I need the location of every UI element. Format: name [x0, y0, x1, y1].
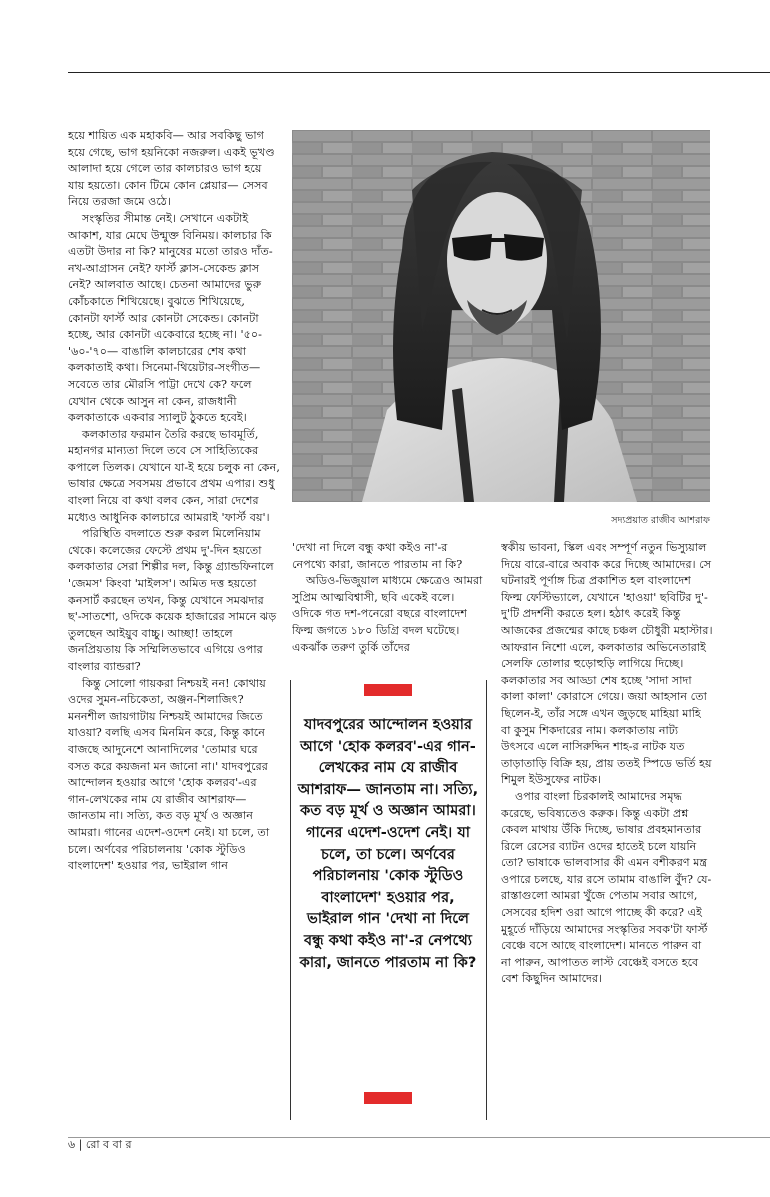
paragraph: পরিস্থিতি বদলাতে শুরু করল মিলেনিয়াম থেকে। কলেজের ফেস্টে প্রথম দু'-দিন হয়তো কলকাতার সেরা শিল্পীর দল, কিন্তু গ্র্যান্ডফিনালে 'জেমস' কিংবা 'মাইলস'। অমিত দত্ত হয়তো কনসার্ট করছেন তখন, কিন্তু যেখানে সমঝদার ছ'-সাতশো, ওদিকে কয়েক হাজারের সামনে ঝড় তুলছেন আইয়ুব বাচ্চু। আচ্ছা! তাহলে জনপ্রিয়তায় কি সম্মিলিতভাবে এগিয়ে ওপার বাংলার ব্যান্ডরা? [68, 527, 277, 673]
column-divider [290, 680, 291, 1120]
paragraph: হয়ে শায়িত এক মহাকবি— আর সবকিছু ভাগ হয়ে গেছে, ভাগ হয়নিকো নজরুল। একই ভূখণ্ড আলাদা হয়ে গেলে তার কালচারও ভাগ হয়ে যায় হয়তো। কোন টিমে কোন প্লেয়ার— সেসব নিয়ে তরজা জমে ওঠে। [68, 129, 275, 209]
paragraph: কলকাতার ফরমান তৈরি করছে ভাবমূর্তি, মহানগর মান্যতা দিলে তবে সে সাহিত্যিকের কপালে তিলক। যেখানে যা-ই হয়ে চলুক না কেন, ভাষার ক্ষেত্রে সবসময় প্রভাবে প্রথম এপার। শুধু বাংলা নিয়ে বা কথা বলব কেন, সারা দেশের মধ্যেও আধুনিক কালচারে আমরাই 'ফার্স্ট বয়'। [68, 427, 280, 524]
column-divider [486, 680, 487, 1120]
portrait-photo [292, 130, 710, 502]
pull-quote-accent-bottom [364, 1092, 412, 1104]
footer-rule [68, 1137, 770, 1138]
top-rule [68, 72, 770, 73]
paragraph: ওপার বাংলা চিরকালই আমাদের সমৃদ্ধ করেছে, ভবিষ্যতেও করুক। কিন্তু একটা প্রশ্ন কেবল মাথায় উঁকি দিচ্ছে, ভাষার প্রবহমানতার রিলে রেসের ব্যাটন ওদের হাতেই চলে যায়নি তো? ভাষাকে ভালবাসার কী এমন বশীকরণ মন্ত্র ওপারে চলছে, যার রসে তামাম বাঙালি বুঁদ? যে-রাস্তাগুলো আমরা খুঁজে পেতাম সবার আগে, সেসবের হদিশ ওরা আগে পাচ্ছে কী করে? এই মুহূর্তে দাঁড়িয়ে আমাদের সংস্কৃতির সবক'টা ফার্স্ট বেঞ্চে বসে আছে বাংলাদেশ। মানতে পারুন বা না পারুন, আপাতত লাস্ট বেঞ্চেই বসতে হবে বেশ কিছুদিন আমাদের। [501, 789, 712, 986]
pull-quote [292, 680, 484, 1120]
paragraph: সংস্কৃতির সীমান্ত নেই। সেখানে একটাই আকাশ, যার মেঘে উন্মুক্ত বিনিময়। কালচার কি এতটা উদার না কি? মানুষের মতো তারও দাঁত-নখ-আগ্রাসন নেই? ফার্স্ট ক্লাস-সেকেন্ড ক্লাস নেই? আলবাত আছে। চেতনা আমাদের ভুরু কোঁচকাতে শিখিয়েছে। বুঝতে শিখিয়েছে, কোনটা ফার্স্ট আর কোনটা সেকেন্ড। কোনটা হচ্ছে, আর কোনটা একেবারে হচ্ছে না। '৫০-'৬০-'৭০— বাঙালি কালচারের শেষ কথা কলকাতাই কথা। সিনেমা-থিয়েটার-সংগীত— সবেতে তার মৌরসি পাট্টা দেখে কে? ফলে যেখান থেকে আসুন না কেন, রাজধানী কলকাতাকে একবার স্যালুট ঠুকতে হবেই। [68, 211, 273, 425]
paragraph: 'দেখা না দিলে বন্ধু কথা কইও না'-র নেপথ্যে কারা, জানতে পারতাম না কি? [292, 541, 463, 571]
pull-quote-text: যাদবপুরের আন্দোলন হওয়ার আগে 'হোক কলরব'-এর গান-লেখকের নাম যে রাজীব আশরাফ— জানতাম না। সত্যি, কত বড় মূর্খ ও অজ্ঞান আমরা। গানের এদেশ-ওদেশ নেই। যা চলে, তা চলে। অর্ণবের পরিচালনায় 'কোক স্টুডিও বাংলাদেশ' হওয়ার পর, ভাইরাল গান 'দেখা না দিলে বন্ধু কথা কইও না'-র নেপথ্যে কারা, জানতে পারতাম না কি? [297, 716, 479, 971]
paragraph: কিন্তু সোলো গায়করা নিশ্চয়ই নন! কোথায় ওদের সুমন-নচিকেতা, অঞ্জন-শিলাজিৎ? মননশীল জায়গাটায় নিশ্চয়ই আমাদের জিতে যাওয়া? বলছি এসব মিনমিন করে, কিন্তু কানে বাজছে আদুনেশে আনাদিলের 'তোমার ঘরে বসত করে কয়জনা মন জানো না।' যাদবপুরের আন্দোলন হওয়ার আগে 'হোক কলরব'-এর গান-লেখকের নাম যে রাজীব আশরাফ— জানতাম না। সত্যি, কত বড় মূর্খ ও অজ্ঞান আমরা। গানের এদেশ-ওদেশ নেই। যা চলে, তা চলে। অর্ণবের পরিচালনায় 'কোক স্টুডিও বাংলাদেশ' হওয়ার পর, ভাইরাল গান [68, 676, 270, 873]
photo-caption: সদ্যপ্রয়াত রাজীব আশরাফ [611, 515, 710, 526]
article-column-2 [292, 540, 484, 670]
paragraph: অডিও-ভিজুয়াল মাধ্যমে ক্ষেত্রেও আমরা সুপ্রিম আত্মবিশ্বাসী, ছবি একেই বলে। ওদিকে গত দশ-পনেরো বছরে বাংলাদেশ ফিল্ম জগতে ১৮০ ডিগ্রি বদল ঘটেছে। একঝাঁক তরুণ তুর্কি তাঁদের [292, 574, 483, 654]
article-column-3 [501, 540, 713, 1115]
pull-quote-accent-top [364, 684, 412, 696]
article-column-1 [68, 128, 280, 1114]
paragraph: স্বকীয় ভাবনা, স্কিল এবং সম্পূর্ণ নতুন ভিস্যুয়াল দিয়ে বারে-বারে অবাক করে দিচ্ছে আমাদের। সে ঘটনারই পূর্ণাঙ্গ চিত্র প্রকাশিত হল বাংলাদেশ ফিল্ম ফেস্টিভ্যালে, যেখানে 'হাওয়া' ছবিটির দু'-দু'টি প্রদর্শনী করতে হল। হঠাৎ করেই কিন্তু আজকের প্রজন্মের কাছে চঞ্চল চৌধুরী মহাস্টার। আফরান নিশো এলে, কলকাতার অভিনেতারাই সেলফি তোলার হুড়োহুড়ি লাগিয়ে দিচ্ছে। কলকাতার সব আড্ডা শেষ হচ্ছে 'সাদা সাদা কালা কালা' কোরাসে গেয়ে। জয়া আহসান তো ছিলেন-ই, তাঁর সঙ্গে এখন জুড়ছে মাহিয়া মাহি বা কুসুম শিকদারের নাম। কলকাতায় নাট্য উৎসবে এলে নাসিরুদ্দিন শাহ-র নাটক যত তাড়াতাড়ি বিক্রি হয়, প্রায় ততই স্পিডে ভর্তি হয় শিমুল ইউসুফের নাটক। [501, 541, 713, 787]
page-footer: ৬ | রো ব বা র [68, 1138, 132, 1151]
